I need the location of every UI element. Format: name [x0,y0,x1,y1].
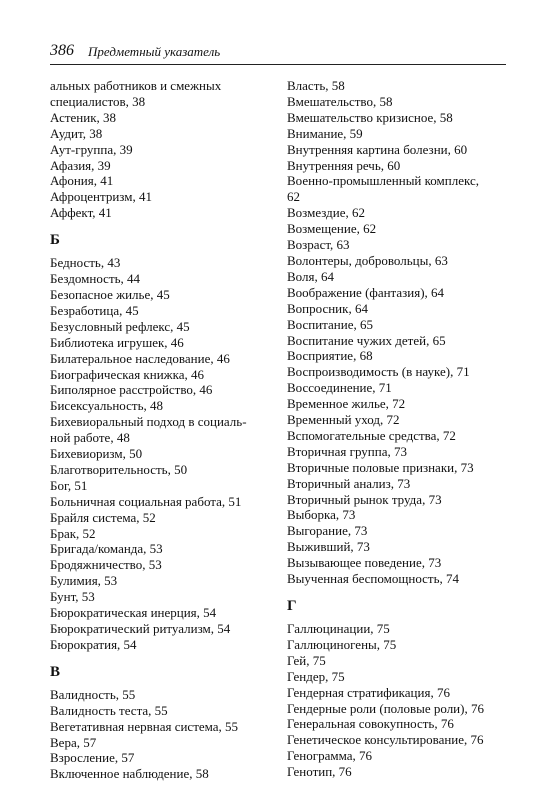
index-entry: Вера, 57 [50,734,97,750]
index-entry: Взросление, 57 [50,750,135,766]
index-entry: Валидность теста, 55 [50,702,168,718]
index-entry: Библиотека игрушек, 46 [50,334,184,350]
index-entry: Включенное наблюдение, 58 [50,766,209,782]
index-entry: Вторичный рынок труда, 73 [287,491,442,507]
index-entry: Власть, 58 [287,78,345,93]
index-entry: Безусловный рефлекс, 45 [50,318,190,334]
index-entry: Вторичная группа, 73 [287,443,407,459]
index-entry: Вторичные половые признаки, 73 [287,459,474,475]
index-entry: Билатеральное наследование, 46 [50,350,230,366]
index-entry: Генеральная совокупность, 76 [287,716,454,732]
index-entry: Внутренняя речь, 60 [287,157,401,173]
index-entry: Брак, 52 [50,525,96,541]
index-entry: Воспитание, 65 [287,316,373,332]
left-column [50,78,284,782]
index-entry: Возраст, 63 [287,237,350,253]
index-entry: Афония, 41 [50,173,114,189]
index-entry: Бюрократический ритуализм, 54 [50,621,231,636]
index-entry: Вопросник, 64 [287,300,368,316]
index-entry: Гендерная стратификация, 76 [287,684,450,700]
index-entry: Бунт, 53 [50,589,95,605]
index-entry: Генотип, 76 [287,764,352,780]
section-letter-b: Б [50,232,60,249]
index-entry: 62 [287,189,300,205]
index-group-a-cont [50,78,284,221]
index-entry: Гендерные роли (половые роли), 76 [287,700,484,716]
index-entry: Гей, 75 [287,652,326,668]
index-group-v-cont [287,78,517,587]
index-entry: Бисексуальность, 48 [50,398,164,414]
index-entry: Афроцентризм, 41 [50,189,152,205]
index-entry: Брайля система, 52 [50,509,156,525]
index-group-v [50,687,284,782]
running-header [50,40,506,65]
index-group-b [50,255,284,653]
section-letter-g: Г [287,598,297,614]
index-entry: Генетическое консультирование, 76 [287,732,484,748]
index-entry: Галлюциногены, 75 [287,636,397,652]
index-entry: Вмешательство кризисное, 58 [287,109,453,125]
index-entry: Биполярное расстройство, 46 [50,382,213,398]
index-entry: Бригада/команда, 53 [50,541,163,557]
index-entry: Булимия, 53 [50,573,118,589]
index-entry: Больничная социальная работа, 51 [50,493,242,509]
index-entry: ной работе, 48 [50,430,130,446]
index-entry: Возмещение, 62 [287,221,377,237]
index-entry: Восприятие, 68 [287,348,373,364]
page-number: 386 [50,42,74,59]
index-entry: Бог, 51 [50,477,88,493]
index-entry: специалистов, 38 [50,93,146,109]
index-entry: Военно-промышленный комплекс, [287,173,479,189]
index-entry: Вегетативная нервная система, 55 [50,718,239,734]
index-entry: Временный уход, 72 [287,412,400,428]
index-entry: Волонтеры, добровольцы, 63 [287,252,448,268]
index-entry: Вмешательство, 58 [287,93,393,109]
index-entry: Бездомность, 44 [50,271,141,287]
right-column [287,78,517,780]
index-entry: Бедность, 43 [50,255,121,271]
index-entry: Бродяжничество, 53 [50,557,162,573]
index-entry: Астеник, 38 [50,109,117,125]
index-entry: Бюрократическая инерция, 54 [50,605,217,621]
index-entry: Галлюцинации, 75 [287,621,390,636]
index-entry: Внимание, 59 [287,125,363,141]
index-entry: Выживший, 73 [287,539,370,555]
index-entry: Аудит, 38 [50,125,103,141]
index-entry: Выученная беспомощность, 74 [287,571,460,587]
index-entry: Вызывающее поведение, 73 [287,555,442,571]
index-entry: Вторичный анализ, 73 [287,475,411,491]
index-entry: Воссоединение, 71 [287,380,392,396]
index-entry: Воспитание чужих детей, 65 [287,332,446,348]
running-title: Предметный указатель [88,44,221,59]
index-entry: Биографическая книжка, 46 [50,366,205,382]
index-entry: Вспомогательные средства, 72 [287,427,456,443]
index-entry: Благотворительность, 50 [50,461,188,477]
index-entry: Аффект, 41 [50,205,112,221]
index-entry: Выборка, 73 [287,507,356,523]
index-entry: Воля, 64 [287,268,334,284]
section-letter-v: В [50,663,61,680]
index-entry: Безопасное жилье, 45 [50,286,170,302]
index-entry: Генограмма, 76 [287,748,372,764]
index-entry: Бюрократия, 54 [50,636,137,652]
index-entry: Воспроизводимость (в науке), 71 [287,364,470,380]
index-entry: Безработица, 45 [50,302,139,318]
index-entry: Валидность, 55 [50,686,136,702]
index-entry: Аут-группа, 39 [50,141,133,157]
index-group-g [287,621,517,780]
index-entry: Афазия, 39 [50,157,111,173]
index-entry: Выгорание, 73 [287,523,368,539]
index-entry: Бихевиоризм, 50 [50,446,143,462]
index-entry: Временное жилье, 72 [287,396,406,412]
index-entry: Бихевиоральный подход в социаль- [50,414,247,430]
index-entry: Воображение (фантазия), 64 [287,284,445,300]
index-entry: Возмездие, 62 [287,205,366,221]
index-entry: альных работников и смежных [50,78,222,93]
index-entry: Внутренняя картина болезни, 60 [287,141,468,157]
index-entry: Гендер, 75 [287,668,345,684]
